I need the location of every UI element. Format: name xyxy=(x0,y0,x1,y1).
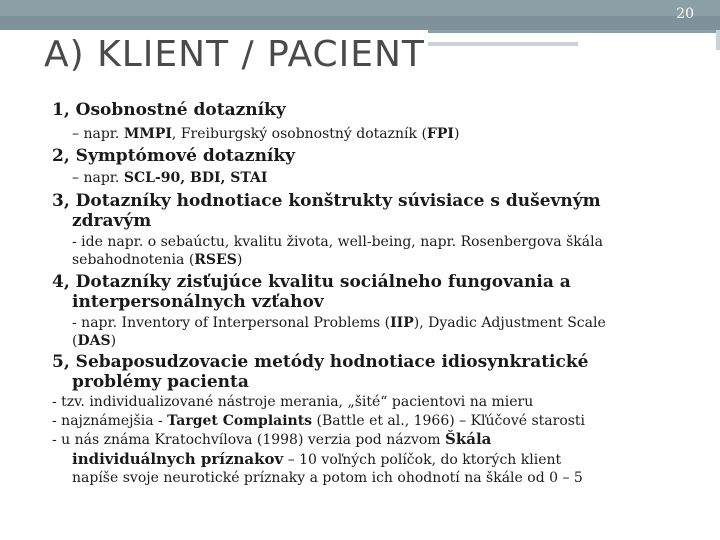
line-text: - najznámejšia - Target Complaints (Battle et al., 1966) – Kľúčové starosti xyxy=(52,412,586,429)
section-heading: 3, Dotazníky hodnotiace konštrukty súvisiace s duševným xyxy=(52,191,601,211)
section-5 xyxy=(52,352,712,392)
accent-line-light xyxy=(428,42,578,46)
line-text: (DAS) xyxy=(72,333,117,349)
line-text: - ide napr. o sebaúctu, kvalitu života, well-being, napr. Rosenbergova škála xyxy=(72,234,603,250)
line-text: napíše svoje neurotické príznaky a potom ich ohodnotí na škále od 0 – 5 xyxy=(72,470,583,486)
section-4 xyxy=(52,272,712,312)
header-bar xyxy=(0,0,720,30)
section-heading-cont: zdravým xyxy=(72,211,152,231)
section-heading-cont: interpersonálnych vzťahov xyxy=(72,292,324,312)
section-3-line xyxy=(72,233,712,269)
section-heading: 2, Symptómové dotazníky xyxy=(52,146,296,166)
section-heading: 1, Osobnostné dotazníky xyxy=(52,100,286,120)
section-3 xyxy=(52,191,712,231)
section-heading: 5, Sebaposudzovacie metódy hodnotiace idiosynkratické xyxy=(52,352,589,372)
section-1 xyxy=(52,100,286,120)
accent-edge xyxy=(716,30,720,50)
page-number: 20 xyxy=(676,6,694,22)
line-text: - napr. Inventory of Interpersonal Problems (IIP), Dyadic Adjustment Scale xyxy=(72,315,606,331)
line-text: individuálnych príznakov – 10 voľných políčok, do ktorých klient xyxy=(72,449,562,468)
line-text: - u nás známa Kratochvílova (1998) verzia pod názvom Škála xyxy=(52,430,492,448)
header-bar-shade xyxy=(0,16,720,30)
section-1-line: – napr. MMPI, Freiburgský osobnostný dotazník (FPI) xyxy=(72,126,460,142)
accent-line xyxy=(428,30,720,33)
section-heading: 4, Dotazníky zisťujúce kvalitu sociálneho fungovania a xyxy=(52,272,571,292)
section-2-line: – napr. SCL-90, BDI, STAI xyxy=(72,170,268,186)
section-heading-cont: problémy pacienta xyxy=(72,372,249,392)
line-text: - tzv. individualizované nástroje merania, „šité“ pacientovi na mieru xyxy=(52,394,534,410)
section-5-lines xyxy=(52,393,712,488)
section-4-line xyxy=(72,314,716,350)
section-2 xyxy=(52,146,295,166)
slide-title: A) KLIENT / PACIENT xyxy=(44,34,425,75)
line-text: sebahodnotenia (RSES) xyxy=(72,252,243,268)
